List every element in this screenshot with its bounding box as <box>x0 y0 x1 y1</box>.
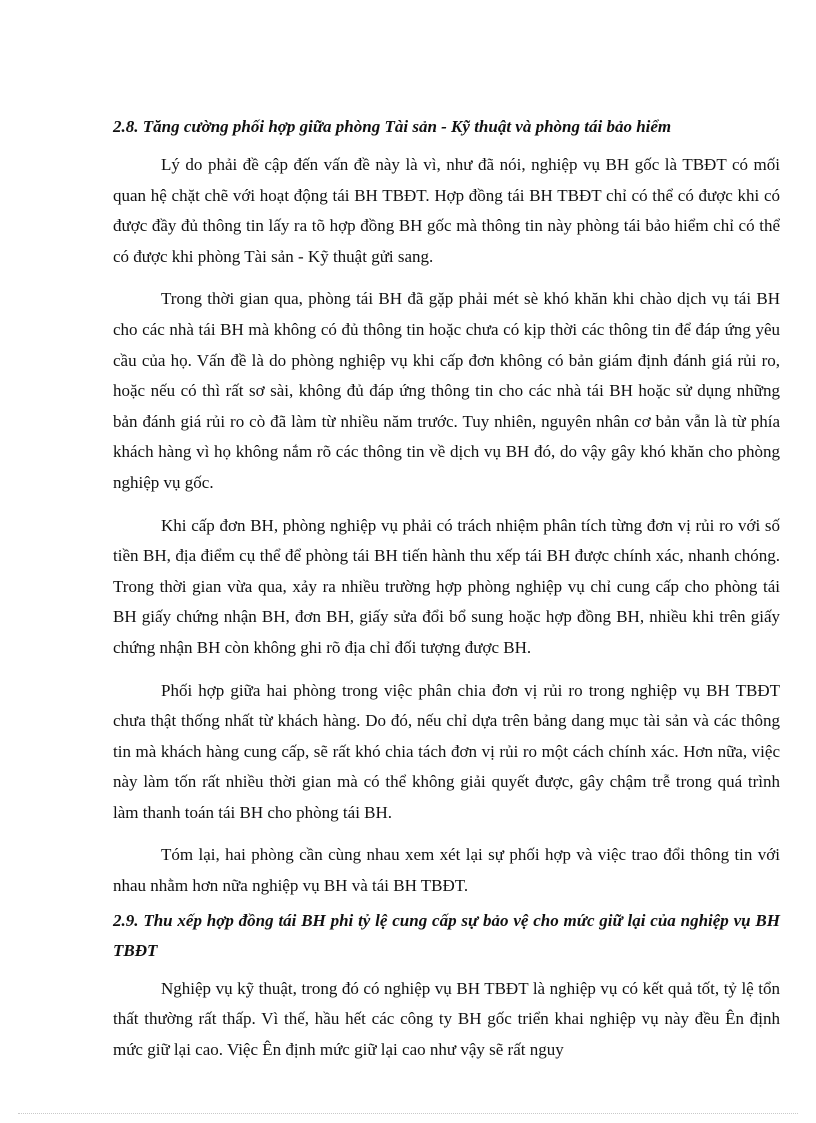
paragraph: Lý do phải đề cập đến vấn đề này là vì, như đã nói, nghiệp vụ BH gốc là TBĐT có mối quan hệ chặt chẽ với hoạt động tái BH TBĐT. Hợp đồng tái BH TBĐT chỉ có thể có được khi có được đầy đủ thông tin lấy ra tõ hợp đồng BH gốc mà thông tin này phòng tái bảo hiểm chỉ có thể có được khi phòng Tài sản - Kỹ thuật gửi sang. <box>113 155 780 266</box>
section-heading: 2.8. Tăng cường phối hợp giữa phòng Tài sản - Kỹ thuật và phòng tái bảo hiểm <box>113 117 672 136</box>
paragraph: Khi cấp đơn BH, phòng nghiệp vụ phải có trách nhiệm phân tích từng đơn vị rủi ro với số tiền BH, địa điểm cụ thể để phòng tái BH tiến hành thu xếp tái BH được chính xác, nhanh chóng. Trong thời gian vừa qua, xảy ra nhiều trường hợp phòng nghiệp vụ chỉ cung cấp cho phòng tái BH giấy chứng nhận BH, đơn BH, giấy sửa đổi bổ sung hoặc hợp đồng BH, nhiều khi trên giấy chứng nhận BH còn không ghi rõ địa chỉ đối tượng được BH. <box>113 515 780 657</box>
paragraph: Trong thời gian qua, phòng tái BH đã gặp phải mét sè khó khăn khi chào dịch vụ tái BH cho các nhà tái BH mà không có đủ thông tin hoặc chưa có kịp thời các thông tin để đáp ứng yêu cầu của họ. Vấn đề là do phòng nghiệp vụ khi cấp đơn không có bản giám định đánh giá rủi ro, hoặc nếu có thì rất sơ sài, không đủ đáp ứng thông tin cho các nhà tái BH hoặc sử dụng những bản đánh giá rủi ro cò đã làm từ nhiều năm trước. Tuy nhiên, nguyên nhân cơ bản vẫn là từ phía khách hàng vì họ không nắm rõ các thông tin về dịch vụ BH đó, do vậy gây khó khăn cho phòng nghiệp vụ gốc. <box>113 289 780 492</box>
document-body <box>113 112 780 1065</box>
page-bottom-divider <box>18 1113 798 1114</box>
paragraph: Phối hợp giữa hai phòng trong việc phân chia đơn vị rủi ro trong nghiệp vụ BH TBĐT chưa thật thống nhất từ khách hàng. Do đó, nếu chỉ dựa trên bảng dang mục tài sản và các thông tin mà khách hàng cung cấp, sẽ rất khó chia tách đơn vị rủi ro một cách chính xác. Hơn nữa, việc này làm tốn rất nhiều thời gian mà có thể không giải quyết được, gây chậm trễ trong quá trình làm thanh toán tái BH cho phòng tái BH. <box>113 680 780 822</box>
paragraph: Nghiệp vụ kỹ thuật, trong đó có nghiệp vụ BH TBĐT là nghiệp vụ có kết quả tốt, tỷ lệ tổn thất thường rất thấp. Vì thế, hầu hết các công ty BH gốc triển khai nghiệp vụ này đều Ên định mức giữ lại cao. Việc Ên định mức giữ lại cao như vậy sẽ rất nguy <box>113 978 780 1059</box>
section-2-8 <box>113 112 780 902</box>
section-2-9 <box>113 906 780 1066</box>
paragraph: Tóm lại, hai phòng cần cùng nhau xem xét lại sự phối hợp và việc trao đổi thông tin với nhau nhằm hơn nữa nghiệp vụ BH và tái BH TBĐT. <box>113 845 780 896</box>
section-heading: 2.9. Thu xếp hợp đồng tái BH phi tỷ lệ cung cấp sự bảo vệ cho mức giữ lại của nghiệp vụ BH TBĐT <box>113 910 780 960</box>
